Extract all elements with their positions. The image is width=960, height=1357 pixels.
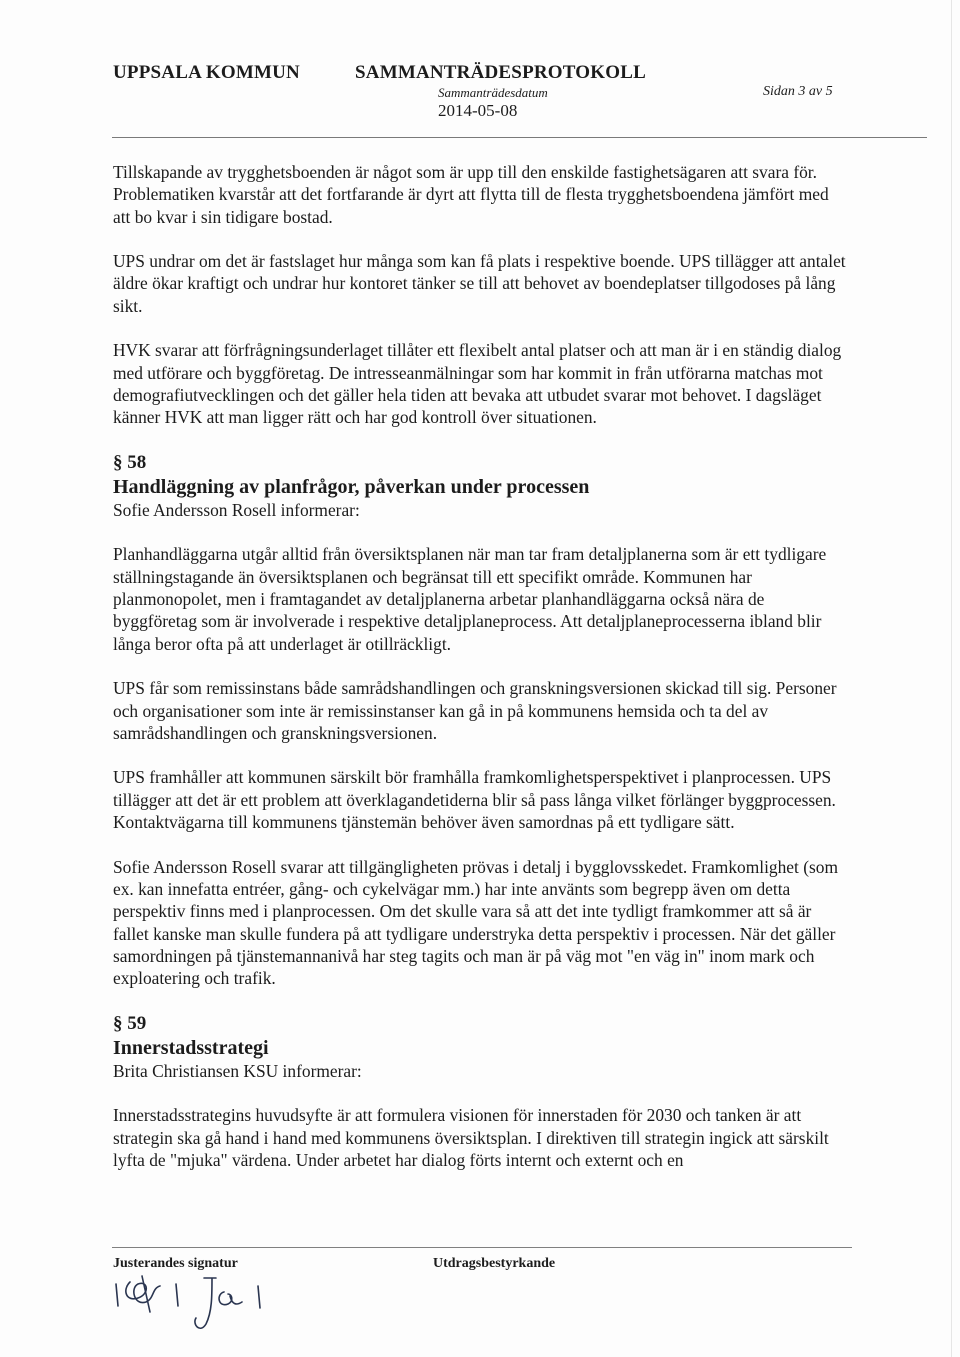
section-presenter: Sofie Andersson Rosell informerar: <box>113 499 360 520</box>
page-edge <box>951 0 952 1357</box>
section-58 <box>113 451 848 990</box>
organization-name: UPPSALA KOMMUN <box>113 62 300 83</box>
section-title: Handläggning av planfrågor, påverkan under processen <box>113 475 590 498</box>
signature-label: Justerandes signatur <box>113 1256 238 1271</box>
section-paragraph: Sofie Andersson Rosell svarar att tillgängligheten prövas i detalj i bygglovsskedet. Framkomlighet (som ex. kan innefatta entréer, gång- och cykelvägar mm.) har inte använts som begrepp även om detta perspektiv finns med i planprocessen. Om det skulle vara så att det inte tydligt framkommer att så är fallet kanske man skulle fundera på att tydligare understryka detta perspektiv i processen. När det gäller samordningen på tjänstemannanivå har steg tagits och man är på väg mot "en väg in" inom mark och exploatering och trafik. <box>113 856 838 989</box>
footer-divider <box>112 1247 852 1248</box>
section-number: § 58 <box>113 451 147 473</box>
page-indicator: Sidan 3 av 5 <box>763 84 833 99</box>
intro-paragraph: HVK svarar att förfrågningsunderlaget tillåter ett flexibelt antal platser och att man är i en ständig dialog med utförare och byggföretag. De intresseanmälningar som har kommit in från utförarna matchas mot demografiutvecklingen och det gäller hela tiden att bevaka att utbudet svarar mot behovet. I dagsläget känner HVK att man ligger rätt och har god kontroll över situationen. <box>113 340 842 428</box>
meeting-date: 2014-05-08 <box>438 101 518 120</box>
handwritten-signature <box>108 1272 348 1344</box>
meeting-date-label: Sammanträdesdatum <box>438 85 548 100</box>
section-paragraph: UPS får som remissinstans både samrådshandlingen och granskningsversionen skickad till sig. Personer och organisationer som inte är remissinstanser kan gå in på kommunens hemsida och ta del av samrådshandlingen och granskningsversionen. <box>113 678 837 743</box>
section-title: Innerstadsstrategi <box>113 1036 269 1059</box>
intro-paragraph: Tillskapande av trygghetsboenden är något som är upp till den enskilde fastighetsägaren att svara för. Problematiken kvarstår att det fortfarande är dyrt att flytta till de flesta trygghetsboendena jämfört med att bo kvar i sin tidigare bostad. <box>113 162 829 227</box>
header-divider <box>112 137 927 138</box>
section-paragraph: Innerstadsstrategins huvudsyfte är att formulera visionen för innerstaden för 2030 och tanken är att strategin ska gå hand i hand med kommunens översiktsplan. I direktiven till strategin ingick att särskilt lyfta de "mjuka" värdena. Under arbetet har dialog förts internt och externt och en <box>113 1105 829 1170</box>
section-paragraph: Planhandläggarna utgår alltid från översiktsplanen när man tar fram detaljplanerna som är ett tydligare ställningstagande än översiktsplanen och begränsat till ett specifikt område. Kommunen har planmonopolet, men i framtagandet av detaljplanerna arbetar planhandläggarna också nära de byggföretag som är involverade i respektive detaljplaneprocess. Att detaljplaneprocesserna ibland blir långa beror ofta på att underlaget är otillräckligt. <box>113 544 827 654</box>
certification-label: Utdragsbestyrkande <box>433 1256 556 1271</box>
section-59 <box>113 1012 848 1171</box>
section-paragraph: UPS framhåller att kommunen särskilt bör framhålla framkomlighetsperspektivet i planprocessen. UPS tillägger att det är ett problem att överklagandetiderna blir så pass långa vilket förlänger byggprocessen. Kontaktvägarna till kommunens tjänstemän behöver även samordnas på ett tydligare sätt. <box>113 767 836 833</box>
section-presenter: Brita Christiansen KSU informerar: <box>113 1060 362 1081</box>
section-number: § 59 <box>113 1012 147 1034</box>
document-type: SAMMANTRÄDESPROTOKOLL <box>355 62 646 83</box>
intro-paragraph: UPS undrar om det är fastslaget hur många som kan få plats i respektive boende. UPS tillägger att antalet äldre ökar kraftigt och undrar hur kontoret tänker se till att behovet av boendeplatser tillgodoses på lång sikt. <box>113 251 846 316</box>
protocol-body <box>113 161 848 1171</box>
